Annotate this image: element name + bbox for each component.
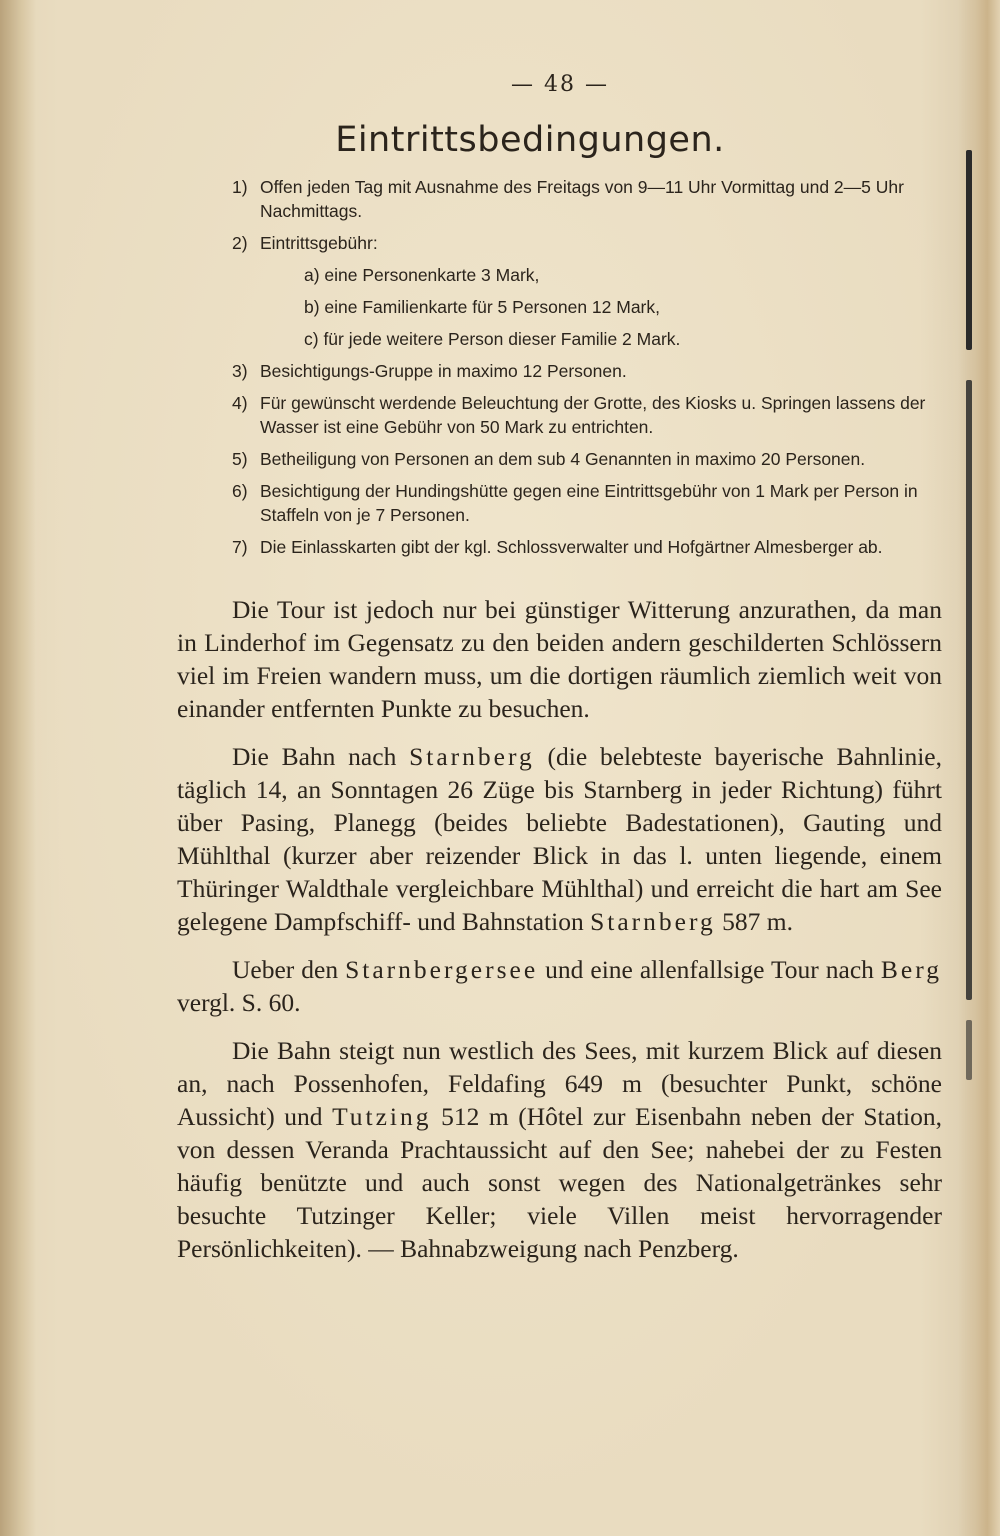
rule-text: Für gewünscht werdende Beleuchtung der Grotte, des Kiosks u. Springen lassens der Wasser ist eine Gebühr von 50 Mark zu entrichten. [260,393,926,437]
text-run: Die Bahn steigt nun westlich des Sees, mit kurzem Blick auf diesen an, nach Possenhofen, Feldafing 649 m (besuchter Punkt, schöne Aussicht) und [177,1036,942,1131]
place-name: Tutzing [332,1102,432,1131]
text-run: Ueber den [232,955,346,984]
rule-item [232,447,952,471]
rule-number: 1) [232,177,248,197]
paragraph: Die Tour ist jedoch nur bei günstiger Witterung anzurathen, da man in Linderhof im Gegensatz zu den beiden andern geschilderten Schlössern viel im Freien wandern muss, um die dortigen räumlich ziemlich weit von einander entfernten Punkte zu besuchen. [177,595,942,723]
rule-text: Besichtigung der Hundingshütte gegen eine Eintrittsgebühr von 1 Mark per Person in Staffeln von je 7 Personen. [260,481,918,525]
rule-text: Besichtigungs-Gruppe in maximo 12 Personen. [260,361,627,381]
place-name: Starnberg [409,742,535,771]
paragraph [177,740,942,938]
rule-number: 6) [232,481,248,501]
fee-item: c) für jede weitere Person dieser Familie 2 Mark. [304,329,681,349]
rule-number: 7) [232,537,248,557]
place-name: Starnbergersee [345,955,539,984]
paragraph [177,1034,942,1265]
binding-mark [966,1020,972,1080]
rule-text: Betheiligung von Personen an dem sub 4 Genannten in maximo 20 Personen. [260,449,866,469]
rule-text: Eintrittsgebühr: [260,233,378,253]
rule-item [232,359,952,383]
page-right-edge [958,0,1000,1536]
fee-list [260,263,952,351]
rule-item [232,479,952,527]
rule-item [232,231,952,351]
rule-number: 2) [232,233,248,253]
text-run: vergl. S. 60. [177,988,301,1017]
text-run: 512 m (Hôtel zur Eisenbahn neben der Station, von dessen Veranda Prachtaussicht auf den See; nahebei der zu Festen häufig benützte und auch sonst wegen des Nationalgetränkes sehr besuchte Tutzinger Keller; viele Villen meist hervorragender Persönlichkeiten). — Bahnabzweigung nach Penzberg. [177,1102,942,1263]
fee-item: b) eine Familienkarte für 5 Personen 12 Mark, [304,297,660,317]
rule-number: 3) [232,361,248,381]
admission-rules [232,175,952,567]
rule-text: Offen jeden Tag mit Ausnahme des Freitags von 9—11 Uhr Vormittag und 2—5 Uhr Nachmittags. [260,177,904,221]
fee-item: a) eine Personenkarte 3 Mark, [304,265,540,285]
text-run: 587 m. [715,907,793,936]
rule-number: 5) [232,449,248,469]
rule-item [232,175,952,223]
place-name: Starnberg [590,907,716,936]
rule-item [232,535,952,559]
paragraph [177,953,942,1019]
page-left-edge [0,0,36,1536]
text-run: und eine allenfallsige Tour nach [538,955,881,984]
rule-number: 4) [232,393,248,413]
text-run: (die belebteste bayerische Bahnlinie, täglich 14, an Sonntagen 26 Züge bis Starnberg in jeder Richtung) führt über Pasing, Planegg (beides beliebte Badestationen), Gauting und Mühlthal (kurzer aber reizender Blick in das l. unten liegende, einem Thüringer Waldthale vergleichbare Mühlthal) und erreicht die hart am See gelegene Dampfschiff- und Bahnstation [177,742,942,936]
rule-item [232,391,952,439]
body-text [177,593,942,1280]
rule-text: Die Einlasskarten gibt der kgl. Schlossverwalter und Hofgärtner Almesberger ab. [260,537,883,557]
binding-mark [966,380,972,1000]
place-name: Berg [880,955,942,984]
text-run: Die Bahn nach [232,742,410,771]
page-number: — 48 — [511,72,609,97]
binding-mark [966,150,972,350]
page-title: Eintrittsbedingungen. [335,120,725,160]
